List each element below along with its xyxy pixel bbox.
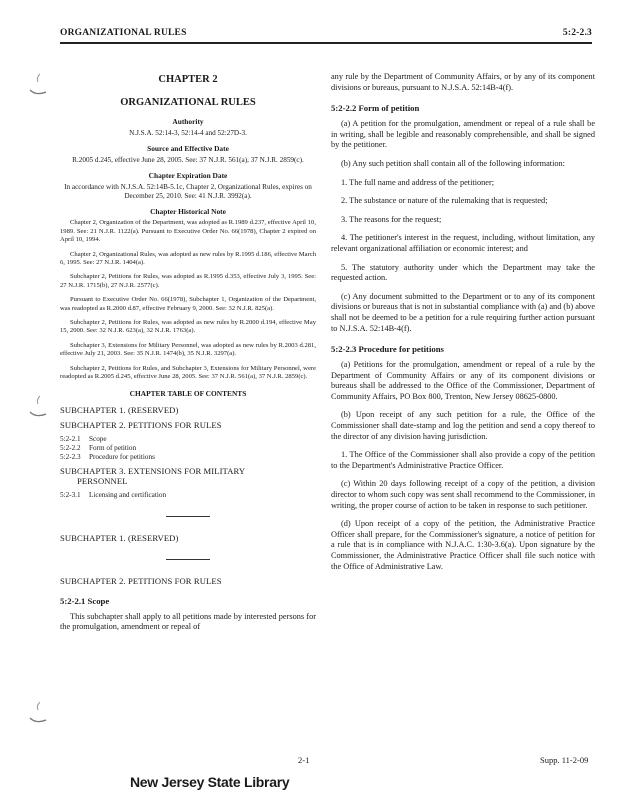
library-stamp: New Jersey State Library: [130, 774, 290, 790]
subchapter-1-heading: SUBCHAPTER 1. (RESERVED): [60, 532, 179, 543]
source-heading: Source and Effective Date: [147, 144, 229, 154]
toc-subchapter-1: SUBCHAPTER 1. (RESERVED): [60, 405, 179, 416]
right-column: [331, 72, 595, 580]
toc-entry[interactable]: 5:2-2.1 Scope: [60, 435, 107, 444]
divider: [166, 516, 210, 517]
toc-subchapter-3-cont: PERSONNEL: [77, 476, 128, 487]
paragraph: (b) Any such petition shall contain all of the following information:: [341, 158, 565, 168]
history-note: Chapter 2, Organizational Rules, was adopted as new rules by R.1995 d.186, effective March 6, 1995. See: 27 N.J.R. 1404(a).: [60, 250, 316, 266]
paragraph: (a) A petition for the promulgation, amendment or repeal of a rule shall be in writing, shall be legible and reasonably comprehensible, and shall be signed by the petitioner.: [331, 119, 595, 150]
toc-entry[interactable]: 5:2-2.3 Procedure for petitions: [60, 452, 155, 461]
source-text: R.2005 d.245, effective June 28, 2005. See: 37 N.J.R. 561(a), 37 N.J.R. 2859(c).: [72, 156, 304, 165]
scan-mark-icon: [26, 392, 48, 422]
supplement-date: Supp. 11-2-09: [540, 755, 589, 765]
list-item: 3. The reasons for the request;: [341, 214, 442, 224]
history-note: Subchapter 2, Petitions for Rules, was adopted as R.1995 d.353, effective July 3, 1995. See: 27 N.J.R. 1715(b), 27 N.J.R. 2577(c).: [60, 273, 316, 289]
chapter-number: CHAPTER 2: [158, 74, 218, 85]
toc-list: [60, 435, 316, 461]
section-heading-procedure: 5:2-2.3 Procedure for petitions: [331, 344, 444, 355]
section-heading-form: 5:2-2.2 Form of petition: [331, 103, 420, 114]
paragraph: (c) Within 20 days following receipt of a copy of the petition, a division director to whom such copy was sent shall recommend to the Commissioner, in writing, the proper course of action to be taken in response to such petitioner.: [331, 479, 595, 510]
left-column: [60, 72, 316, 641]
history-heading: Chapter Historical Note: [150, 207, 226, 217]
paragraph: (c) Any document submitted to the Department or to any of its component divisions or bureaus that is not in substantial compliance with (a) and (b) above shall not be deemed to be a petition for a rule requiring further action pursuant to N.J.S.A. 52:14B-4(f).: [331, 291, 595, 333]
subchapter-2-heading: SUBCHAPTER 2. PETITIONS FOR RULES: [60, 575, 222, 586]
history-note: Subchapter 2, Petitions for Rules, was adopted as new rules by R.2000 d.194, effective May 15, 2000. See: 32 N.J.R. 623(a), 32 N.J.R. 1763(a).: [60, 319, 316, 335]
chapter-title: ORGANIZATIONAL RULES: [120, 97, 256, 108]
scan-mark-icon: [26, 70, 48, 100]
list-item: 4. The petitioner's interest in the request, including, without limitation, any relevant organizational affiliation or economic interest; and: [331, 233, 595, 253]
divider: [166, 559, 210, 560]
scan-mark-icon: [26, 698, 48, 728]
toc-entry[interactable]: 5:2-2.2 Form of petition: [60, 444, 137, 453]
history-note: Subchapter 2, Petitions for Rules, and Subchapter 3, Extensions for Military Personnel, were readopted as R.2005 d.245, effective June 28, 2005. See: 37 N.J.R. 561(a), 37 N.J.R. 2859(c).: [60, 364, 316, 381]
authority-text: N.J.S.A. 52:14-3, 52:14-4 and 52:27D-3.: [129, 129, 247, 137]
paragraph: (d) Upon receipt of a copy of the petition, the Administrative Practice Officer shall prepare, for the Commissioner's signature, a notice of petition for a rule that is in compliance with N.J.A.C. 1:30-3.6(a). Upon signature by the Commissioner, the Administrative Practice Officer shall file such notice with the Office of Administrative Law.: [331, 519, 595, 571]
running-header: [60, 28, 592, 44]
history-note: Subchapter 3, Extensions for Military Personnel, was adopted as new rules by R.2003 d.281, effective July 21, 2003. See: 35 N.J.R. 1474(b), 35 N.J.R. 3297(a).: [60, 341, 316, 358]
list-item: 5. The statutory authority under which the Department may take the requested action.: [331, 262, 595, 283]
toc-heading: CHAPTER TABLE OF CONTENTS: [129, 389, 247, 399]
history-note: Chapter 2, Organization of the Department, was adopted as R.1989 d.237, effective April 10, 1989. See: 21 N.J.R. 1122(a). Pursuant to Executive Order No. 66(1978), Chapter 2 expired on April 10, 1994.: [60, 219, 316, 244]
authority-heading: Authority: [172, 117, 204, 126]
continued-text: any rule by the Department of Community Affairs, or by any of its component divisions or bureaus, pursuant to N.J.S.A. 52:14B-4(f).: [331, 72, 595, 92]
toc-subchapter-3: SUBCHAPTER 3. EXTENSIONS FOR MILITARY: [60, 466, 246, 477]
paragraph: (a) Petitions for the promulgation, amendment or repeal of a rule by the Department of Community Affairs or any of its component divisions or bureaus shall be addressed to the Office of the Commissioner, Department of Community Affairs, PO Box 800, Trenton, New Jersey 08625-0800.: [331, 360, 595, 401]
toc-subchapter-2: SUBCHAPTER 2. PETITIONS FOR RULES: [60, 420, 222, 431]
paragraph: (b) Upon receipt of any such petition for a rule, the Office of the Commissioner shall date-stamp and log the petition and send a copy thereof to the director of any division having jurisdiction.: [331, 410, 595, 441]
history-note: Pursuant to Executive Order No. 66(1978), Subchapter 1, Organization of the Department, was readopted as R.2000 d.87, effective February 9, 2000. See: 32 N.J.R. 825(a).: [60, 296, 316, 312]
page-number: 2-1: [298, 755, 310, 765]
list-item: 1. The full name and address of the petitioner;: [341, 177, 495, 187]
header-section-number: 5:2-2.3: [562, 28, 592, 38]
toc-list: [60, 491, 316, 500]
list-item: 1. The Office of the Commissioner shall also provide a copy of the petition to the Department's Administrative Practice Officer.: [331, 450, 595, 470]
header-title: ORGANIZATIONAL RULES: [60, 28, 187, 38]
toc-entry[interactable]: 5:2-3.1 Licensing and certification: [60, 491, 167, 500]
scope-text: This subchapter shall apply to all petitions made by interested persons for the promulgation, amendment or repeal of: [60, 611, 316, 632]
section-heading-scope: 5:2-2.1 Scope: [60, 595, 110, 606]
expiration-text: In accordance with N.J.S.A. 52:14B-5.1c, Chapter 2, Organizational Rules, expires on December 25, 2010. See: 41 N.J.R. 3992(a).: [64, 183, 312, 201]
expiration-heading: Chapter Expiration Date: [148, 171, 228, 181]
list-item: 2. The substance or nature of the rulemaking that is requested;: [341, 196, 548, 206]
